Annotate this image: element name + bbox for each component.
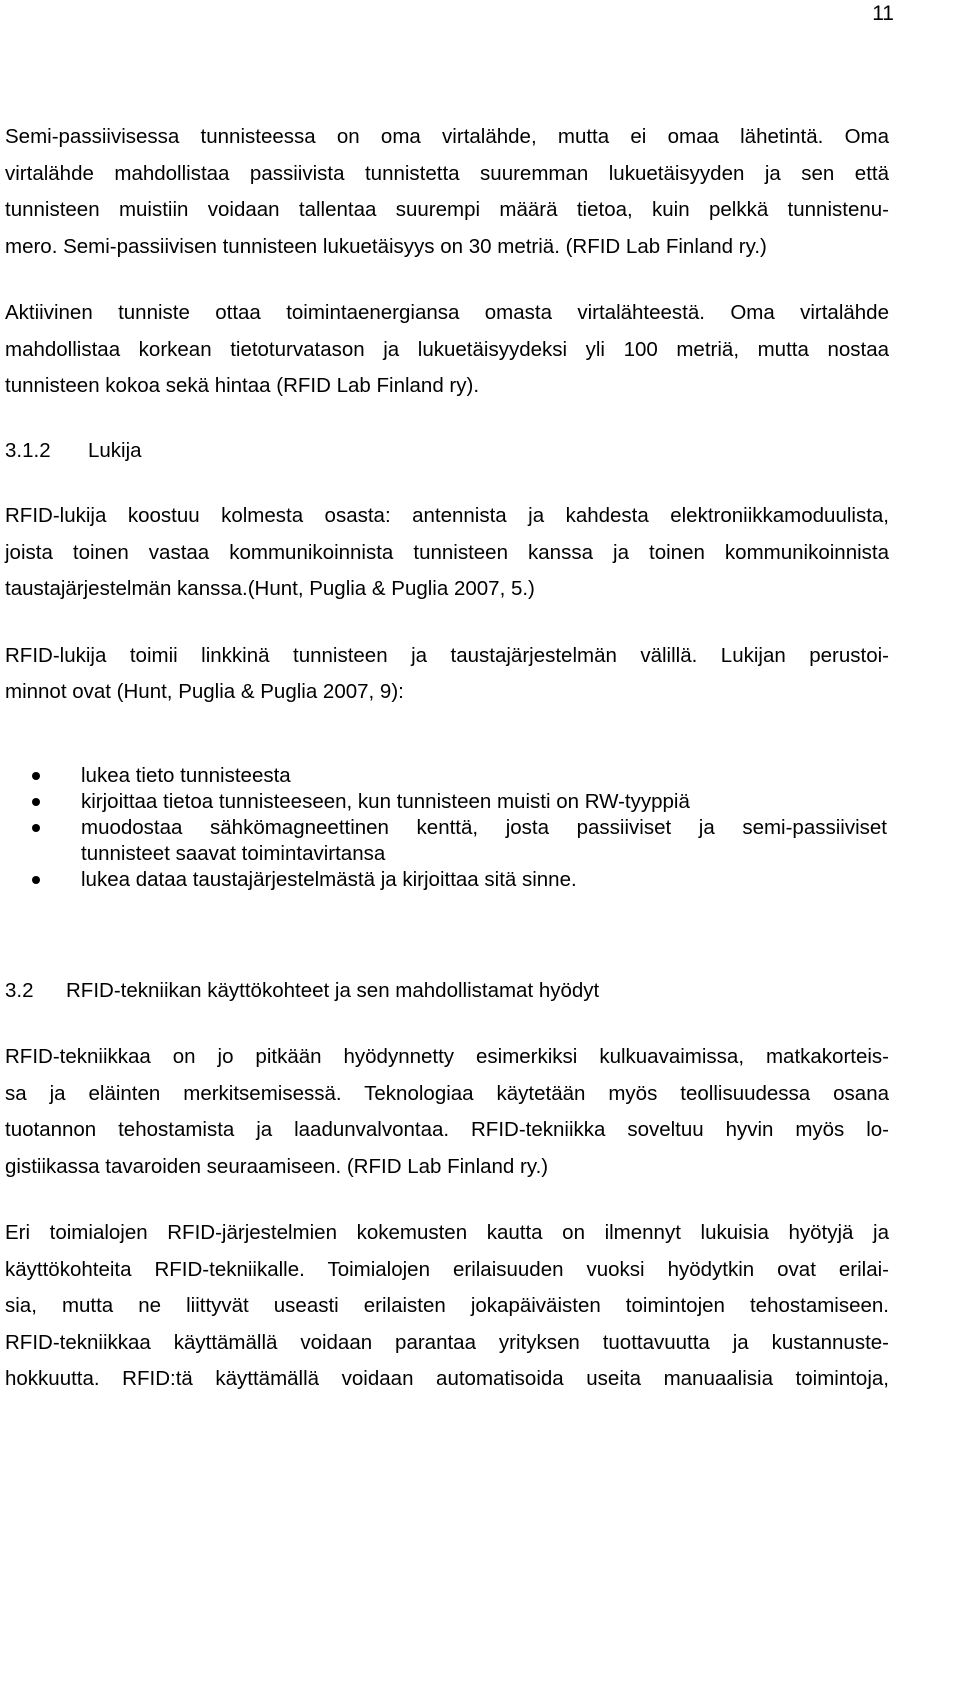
text-line: Semi-passiivisessa tunnisteessa on oma virtalähde, mutta ei omaa lähetintä. Oma	[5, 125, 889, 148]
text-line: sia, mutta ne liittyvät useasti erilaisten jokapäiväisten toimintojen tehostamiseen.	[5, 1294, 889, 1317]
paragraph-reader-functions	[5, 638, 889, 711]
text-line: sa ja eläinten merkitsemisessä. Teknologiaa käytetään myös teollisuudessa osana	[5, 1081, 889, 1105]
paragraph-reader-parts	[5, 498, 889, 608]
list-item	[81, 763, 887, 789]
text-line: kirjoittaa tietoa tunnisteeseen, kun tunnisteen muisti on RW-tyyppiä	[81, 789, 690, 813]
paragraph-rfid-benefits	[5, 1215, 889, 1398]
text-line: RFID-tekniikkaa käyttämällä voidaan parantaa yrityksen tuottavuutta ja kustannuste-	[5, 1330, 889, 1354]
reader-functions-list	[0, 763, 960, 893]
text-line: virtalähde mahdollistaa passiivista tunnistetta suuremman lukuetäisyyden ja sen että	[5, 161, 889, 185]
section-heading-reader	[5, 433, 960, 470]
text-line: hokkuutta. RFID:tä käyttämällä voidaan automatisoida useita manuaalisia toimintoja,	[5, 1367, 889, 1390]
text-line: Eri toimialojen RFID-järjestelmien kokemusten kautta on ilmennyt lukuisia hyötyjä ja	[5, 1221, 889, 1244]
text-line: minnot ovat (Hunt, Puglia & Puglia 2007, 9):	[5, 680, 404, 703]
text-line: RFID-tekniikkaa on jo pitkään hyödynnetty esimerkiksi kulkuavaimissa, matkakorteis-	[5, 1045, 889, 1068]
text-line: gistiikassa tavaroiden seuraamiseen. (RFID Lab Finland ry.)	[5, 1154, 549, 1178]
text-line: muodostaa sähkömagneettinen kenttä, josta passiiviset ja semi-passiiviset	[81, 815, 887, 839]
text-line: lukea dataa taustajärjestelmästä ja kirjoittaa sitä sinne.	[81, 867, 577, 891]
text-line: lukea tieto tunnisteesta	[81, 763, 291, 787]
bullet-icon	[32, 798, 40, 806]
list-item	[81, 789, 887, 815]
bullet-icon	[32, 824, 40, 832]
paragraph-rfid-uses	[5, 1039, 889, 1185]
section-number: 3.2	[5, 978, 34, 1002]
text-line: Aktiivinen tunniste ottaa toimintaenergiansa omasta virtalähteestä. Oma virtalähde	[5, 301, 889, 324]
paragraph-active	[5, 295, 889, 405]
list-item	[81, 867, 887, 893]
paragraph-semi-passive	[5, 119, 889, 265]
text-line: mero. Semi-passiivisen tunnisteen lukuetäisyys on 30 metriä. (RFID Lab Finland ry.)	[5, 234, 767, 258]
list-item	[81, 815, 887, 867]
text-line: RFID-lukija koostuu kolmesta osasta: antennista ja kahdesta elektroniikkamoduulista,	[5, 504, 889, 527]
page-number: 11	[872, 2, 894, 25]
text-line: tuotannon tehostamista ja laadunvalvontaa. RFID-tekniikka soveltuu hyvin myös lo-	[5, 1118, 889, 1141]
document-body	[0, 119, 960, 1398]
bullet-icon	[32, 876, 40, 884]
bullet-icon	[32, 772, 40, 780]
text-line: taustajärjestelmän kanssa.(Hunt, Puglia & Puglia 2007, 5.)	[5, 577, 535, 600]
section-heading-use-cases	[5, 973, 960, 1010]
text-line: joista toinen vastaa kommunikoinnista tunnisteen kanssa ja toinen kommunikoinnista	[5, 540, 889, 564]
text-line: tunnisteen kokoa sekä hintaa (RFID Lab Finland ry).	[5, 374, 480, 397]
section-title: Lukija	[88, 438, 142, 462]
text-line: tunnisteet saavat toimintavirtansa	[81, 841, 386, 865]
section-title: RFID-tekniikan käyttökohteet ja sen mahdollistamat hyödyt	[66, 978, 600, 1002]
section-number: 3.1.2	[5, 438, 51, 462]
text-line: tunnisteen muistiin voidaan tallentaa suurempi määrä tietoa, kuin pelkkä tunnistenu-	[5, 198, 889, 221]
text-line: mahdollistaa korkean tietoturvatason ja lukuetäisyydeksi yli 100 metriä, mutta nostaa	[5, 337, 889, 361]
text-line: käyttökohteita RFID-tekniikalle. Toimialojen erilaisuuden vuoksi hyödytkin ovat erilai-	[5, 1257, 889, 1281]
text-line: RFID-lukija toimii linkkinä tunnisteen ja taustajärjestelmän välillä. Lukijan perustoi-	[5, 643, 889, 667]
